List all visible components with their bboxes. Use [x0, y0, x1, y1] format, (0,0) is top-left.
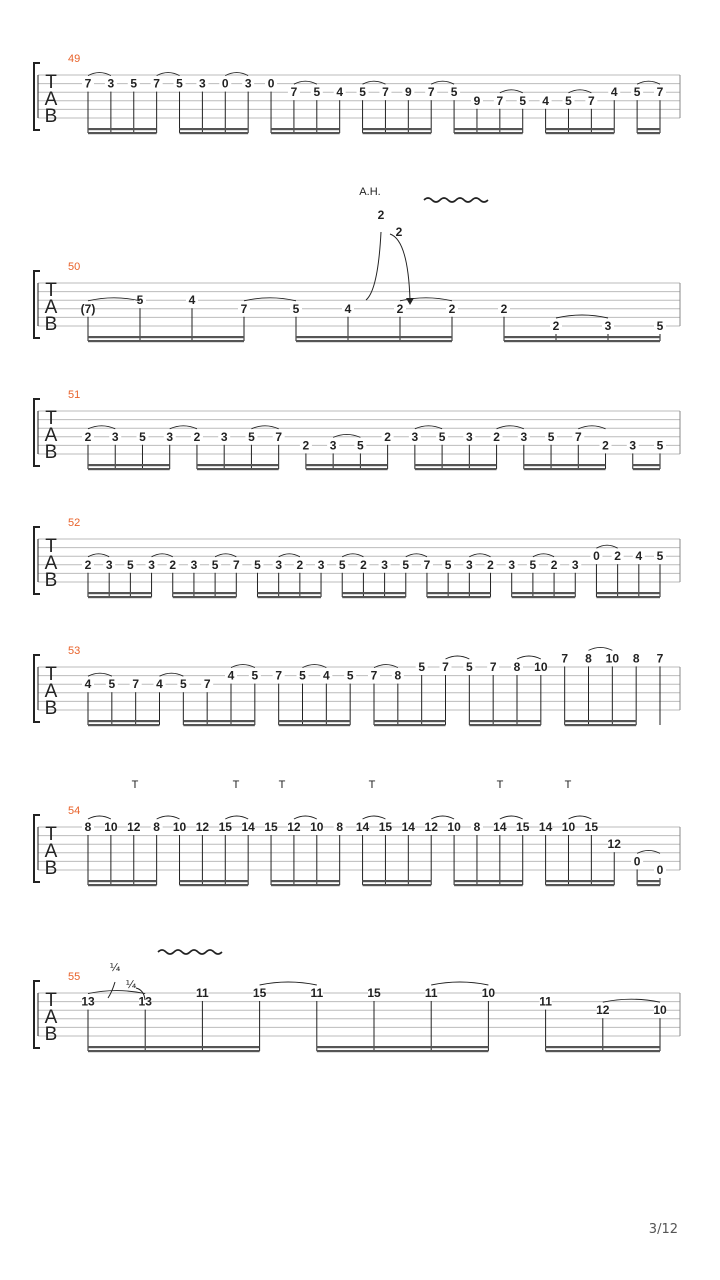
- fret-number: 3: [465, 429, 473, 444]
- beam-primary: [88, 468, 170, 470]
- fret-number: 15: [516, 820, 530, 834]
- tab-clef-letter: B: [44, 1024, 58, 1045]
- beam-secondary: [504, 336, 660, 338]
- fret-number: 5: [338, 557, 346, 572]
- fret-number: 11: [539, 994, 552, 1009]
- fret-number: 12: [607, 837, 621, 852]
- beam-primary: [279, 724, 351, 726]
- release-arrow: [406, 298, 414, 305]
- measure-number: 54: [68, 805, 81, 817]
- tab-clef-letter: T: [45, 990, 57, 1011]
- tab-clef-letter: T: [45, 824, 57, 845]
- tab-clef-letter: B: [44, 858, 58, 879]
- slur: [294, 816, 317, 819]
- tab-clef-letter: B: [44, 698, 58, 719]
- slur: [157, 816, 180, 819]
- fret-number: 5: [519, 93, 527, 108]
- fret-number: 8: [336, 820, 344, 834]
- fret-number: 7: [427, 85, 435, 100]
- fret-number: 5: [633, 85, 641, 100]
- fret-number: 5: [529, 557, 537, 572]
- fret-number: 7: [132, 677, 140, 692]
- slur: [260, 982, 317, 985]
- fret-number: 12: [127, 820, 141, 834]
- fret-number: 5: [565, 93, 572, 108]
- fret-number: 5: [292, 301, 300, 316]
- slur: [589, 647, 613, 650]
- fret-number: 2: [396, 301, 404, 316]
- fret-number: 3: [520, 429, 528, 444]
- fret-number: 8: [513, 660, 521, 674]
- beam-primary: [427, 596, 491, 598]
- fret-number: 13: [81, 994, 95, 1009]
- tap-marker: T: [368, 779, 376, 791]
- fret-number: 3: [329, 438, 337, 453]
- beam-secondary: [88, 464, 170, 466]
- fret-number: 5: [656, 438, 664, 453]
- fret-number: 15: [252, 986, 267, 1000]
- system-bracket: [34, 527, 40, 594]
- fret-number: (7): [80, 301, 96, 316]
- beam-secondary: [363, 128, 432, 130]
- fret-number: 12: [596, 1003, 610, 1018]
- fret-number: 7: [489, 660, 497, 674]
- beam-primary: [88, 596, 152, 598]
- beam-primary: [363, 884, 432, 886]
- beam-secondary: [88, 1046, 260, 1048]
- fret-number: 3: [220, 429, 228, 444]
- artificial-harmonic-label: A.H.: [359, 186, 381, 198]
- fret-number: 12: [287, 820, 301, 834]
- beam-primary: [342, 596, 406, 598]
- fret-number: 7: [153, 76, 160, 91]
- fret-number: 4: [227, 668, 235, 683]
- beam-primary: [374, 724, 446, 726]
- fret-number: 5: [179, 677, 187, 692]
- fret-number: 2: [296, 557, 304, 572]
- beam-secondary: [454, 128, 523, 130]
- beam-secondary: [524, 464, 606, 466]
- fret-number: 2: [193, 429, 201, 444]
- fret-number: 3: [411, 429, 419, 444]
- system-bracket: [34, 399, 40, 466]
- fret-number: 14: [355, 820, 370, 834]
- fret-number: 9: [473, 93, 481, 108]
- tab-clef-letter: A: [44, 553, 58, 574]
- tab-clef-letter: T: [45, 536, 57, 557]
- beam-secondary: [183, 720, 255, 722]
- measure-number: 55: [68, 971, 81, 983]
- fret-number: 15: [378, 820, 393, 834]
- fret-number: 7: [588, 93, 595, 108]
- fret-number: 5: [346, 668, 354, 683]
- fret-number: 2: [487, 557, 494, 572]
- system-bracket: [34, 981, 40, 1048]
- fret-number: 7: [275, 429, 283, 444]
- fret-number: 4: [84, 677, 92, 692]
- fret-number: 14: [401, 820, 415, 834]
- beam-secondary: [637, 128, 660, 130]
- fret-number: 5: [402, 557, 410, 572]
- fret-number: 2: [384, 429, 391, 444]
- beam-secondary: [197, 464, 279, 466]
- fret-number: 3: [508, 557, 516, 572]
- fret-number: 3: [111, 429, 119, 444]
- beam-secondary: [180, 128, 249, 130]
- tab-clef-letter: T: [45, 72, 57, 93]
- beam-primary: [180, 132, 249, 134]
- tab-clef-letter: A: [44, 1007, 58, 1028]
- beam-secondary: [546, 1046, 660, 1048]
- beam-secondary: [454, 880, 523, 882]
- fret-number: 4: [336, 85, 344, 100]
- fret-number: 4: [344, 301, 352, 316]
- tab-clef-letter: A: [44, 89, 58, 110]
- fret-number: 10: [561, 820, 576, 834]
- slur: [431, 816, 454, 819]
- system-bracket: [34, 63, 40, 130]
- tab-clef-letter: B: [44, 442, 58, 463]
- measure-number: 53: [68, 645, 81, 657]
- fret-number: 5: [418, 660, 426, 674]
- fret-number: 10: [653, 1003, 667, 1018]
- tab-clef-letter: A: [44, 425, 58, 446]
- fret-number: 2: [493, 429, 500, 444]
- measure-number: 50: [68, 261, 81, 273]
- beam-secondary: [633, 464, 660, 466]
- vibrato-mark: [158, 950, 222, 954]
- fret-number: 5: [130, 76, 138, 91]
- beam-primary: [454, 884, 523, 886]
- fret-number: 5: [465, 660, 473, 674]
- fret-number: 7: [84, 76, 92, 91]
- fret-number: 11: [310, 986, 324, 1000]
- fret-number: 10: [534, 660, 548, 674]
- slur: [88, 816, 111, 819]
- fret-number: 5: [359, 85, 366, 100]
- beam-primary: [257, 596, 321, 598]
- fret-number: 5: [357, 438, 364, 453]
- fret-number: 7: [574, 429, 582, 444]
- fret-number: 10: [447, 820, 461, 834]
- measure-number: 52: [68, 517, 81, 529]
- fret-number: 3: [107, 76, 115, 91]
- release-curve: [390, 234, 410, 300]
- slur: [500, 816, 523, 819]
- beam-secondary: [427, 592, 491, 594]
- fret-number: 4: [635, 549, 643, 564]
- beam-primary: [271, 884, 340, 886]
- fret-number: 3: [275, 557, 283, 572]
- fret-number: 15: [584, 820, 599, 834]
- fret-number: 2: [360, 557, 367, 572]
- beam-primary: [512, 596, 576, 598]
- fret-number: 7: [232, 557, 240, 572]
- fret-number: 5: [136, 293, 144, 308]
- tap-marker: T: [232, 779, 240, 791]
- beam-primary: [88, 132, 157, 134]
- fret-number: 10: [481, 986, 496, 1000]
- slur: [431, 982, 488, 985]
- fret-number: 15: [367, 986, 381, 1000]
- beam-primary: [88, 340, 244, 342]
- beam-secondary: [257, 592, 321, 594]
- fret-number: 3: [629, 438, 637, 453]
- fret-number: 2: [169, 557, 177, 572]
- fret-number: 10: [310, 820, 324, 834]
- beam-secondary: [637, 880, 660, 882]
- fret-number: 7: [442, 660, 449, 674]
- beam-primary: [546, 132, 615, 134]
- beam-primary: [317, 1050, 489, 1052]
- fret-number: 3: [148, 557, 155, 572]
- slur: [517, 656, 541, 659]
- fret-number: 3: [190, 557, 198, 572]
- fret-number: 5: [438, 429, 446, 444]
- fret-number: 5: [127, 557, 134, 572]
- fret-number: 4: [542, 93, 549, 108]
- fret-number: 7: [656, 651, 664, 666]
- fret-number: 5: [299, 668, 306, 683]
- quarter-release-label: ¼: [125, 978, 137, 991]
- fret-number: 4: [188, 293, 196, 308]
- beam-primary: [633, 468, 660, 470]
- tab-clef-letter: A: [44, 681, 58, 702]
- fret-number: 15: [218, 820, 232, 834]
- slur: [363, 816, 386, 819]
- beam-secondary: [271, 128, 340, 130]
- fret-number: 7: [423, 557, 431, 572]
- fret-number: 12: [195, 820, 210, 834]
- fret-number: 2: [84, 429, 92, 444]
- beam-secondary: [363, 880, 432, 882]
- tab-clef-letter: A: [44, 297, 58, 318]
- beam-secondary: [88, 720, 160, 722]
- beam-secondary: [546, 128, 615, 130]
- fret-number: 3: [166, 429, 174, 444]
- fret-number: 3: [199, 76, 206, 91]
- fret-number: 0: [633, 854, 641, 869]
- beam-primary: [180, 884, 249, 886]
- fret-number: 8: [394, 668, 402, 683]
- beam-secondary: [306, 464, 388, 466]
- fret-number: 8: [84, 820, 92, 834]
- tab-clef-letter: T: [45, 664, 57, 685]
- beam-primary: [546, 1050, 660, 1052]
- beam-secondary: [173, 592, 237, 594]
- fret-number: 5: [254, 557, 261, 572]
- fret-number: 2: [500, 301, 508, 316]
- slur: [568, 816, 591, 819]
- fret-number: 2: [448, 301, 456, 316]
- fret-number: 3: [105, 557, 113, 572]
- fret-number: 2: [84, 557, 92, 572]
- system-bracket: [34, 815, 40, 882]
- beam-secondary: [546, 880, 615, 882]
- fret-number: 4: [322, 668, 330, 683]
- fret-number: 3: [381, 557, 388, 572]
- fret-number: 0: [267, 76, 275, 91]
- tab-clef-letter: T: [45, 280, 57, 301]
- fret-number: 2: [614, 549, 621, 564]
- fret-number: 2: [602, 438, 609, 453]
- beam-primary: [183, 724, 255, 726]
- beam-secondary: [88, 336, 244, 338]
- fret-number: 4: [610, 85, 618, 100]
- fret-number: 0: [656, 863, 664, 877]
- beam-primary: [88, 1050, 260, 1052]
- fret-number: 3: [604, 319, 612, 333]
- fret-number: 5: [139, 429, 146, 444]
- fret-number: 7: [561, 651, 569, 666]
- measure-number: 49: [68, 53, 81, 65]
- fret-number: 3: [571, 557, 579, 572]
- beam-secondary: [342, 592, 406, 594]
- fret-number: 7: [240, 301, 248, 316]
- quarter-bend-label: ¼: [109, 961, 121, 974]
- beam-primary: [306, 468, 388, 470]
- fret-number: 3: [317, 557, 325, 572]
- fret-number: 13: [138, 994, 152, 1009]
- beam-secondary: [469, 720, 541, 722]
- beam-secondary: [415, 464, 497, 466]
- beam-primary: [454, 132, 523, 134]
- fret-number: 11: [196, 986, 209, 1000]
- fret-number: 14: [538, 820, 553, 834]
- fret-number: 7: [370, 668, 378, 683]
- fret-number: 5: [656, 319, 664, 333]
- beam-secondary: [596, 592, 660, 594]
- fret-number: 5: [211, 557, 219, 572]
- fret-number: 10: [172, 820, 187, 834]
- bend-value: 2: [377, 208, 385, 222]
- beam-primary: [415, 468, 497, 470]
- beam-primary: [197, 468, 279, 470]
- slur: [225, 816, 248, 819]
- beam-secondary: [88, 592, 152, 594]
- bend-curve: [366, 232, 381, 300]
- beam-secondary: [317, 1046, 489, 1048]
- fret-number: 9: [404, 85, 412, 100]
- beam-primary: [271, 132, 340, 134]
- fret-number: 14: [493, 820, 507, 834]
- beam-secondary: [88, 880, 157, 882]
- release-value: 2: [395, 225, 403, 239]
- fret-number: 2: [550, 557, 558, 572]
- fret-number: 7: [275, 668, 283, 683]
- fret-number: 0: [593, 549, 600, 564]
- tap-marker: T: [496, 779, 504, 791]
- beam-primary: [524, 468, 606, 470]
- beam-secondary: [565, 720, 637, 722]
- beam-primary: [546, 884, 615, 886]
- fret-number: 2: [302, 438, 310, 453]
- fret-number: 7: [203, 677, 211, 692]
- fret-number: 7: [382, 85, 389, 100]
- beam-secondary: [279, 720, 351, 722]
- fret-number: 0: [221, 76, 229, 91]
- fret-number: 5: [248, 429, 255, 444]
- fret-number: 5: [450, 85, 458, 100]
- fret-number: 3: [465, 557, 473, 572]
- slur: [446, 656, 470, 659]
- tap-marker: T: [278, 779, 286, 791]
- fret-number: 8: [632, 651, 640, 666]
- tap-marker: T: [564, 779, 572, 791]
- fret-number: 5: [547, 429, 555, 444]
- beam-primary: [363, 132, 432, 134]
- fret-number: 5: [108, 677, 116, 692]
- beam-primary: [637, 884, 660, 886]
- fret-number: 12: [424, 820, 438, 834]
- fret-number: 7: [656, 85, 664, 100]
- beam-primary: [88, 724, 160, 726]
- beam-primary: [296, 340, 452, 342]
- beam-primary: [504, 340, 660, 342]
- tab-clef-letter: T: [45, 408, 57, 429]
- fret-number: 5: [656, 549, 664, 564]
- fret-number: 8: [585, 651, 592, 666]
- fret-number: 5: [313, 85, 321, 100]
- tab-clef-letter: B: [44, 106, 58, 127]
- fret-number: 15: [264, 820, 278, 834]
- fret-number: 14: [241, 820, 255, 834]
- vibrato-mark: [424, 198, 488, 202]
- beam-primary: [637, 132, 660, 134]
- fret-number: 4: [156, 677, 163, 692]
- beam-primary: [596, 596, 660, 598]
- fret-number: 8: [153, 820, 160, 834]
- beam-secondary: [374, 720, 446, 722]
- fret-number: 5: [251, 668, 259, 683]
- beam-secondary: [296, 336, 452, 338]
- beam-secondary: [271, 880, 340, 882]
- fret-number: 5: [444, 557, 452, 572]
- beam-primary: [469, 724, 541, 726]
- fret-number: 7: [290, 85, 298, 100]
- fret-number: 2: [552, 319, 560, 333]
- system-bracket: [34, 271, 40, 338]
- tab-clef-letter: B: [44, 314, 58, 335]
- quarter-bend-curve: [108, 982, 115, 998]
- page-number: 3/12: [648, 1222, 678, 1237]
- fret-number: 10: [104, 820, 118, 834]
- beam-secondary: [512, 592, 576, 594]
- fret-number: 5: [176, 76, 183, 91]
- fret-number: 10: [605, 651, 620, 666]
- fret-number: 11: [424, 986, 438, 1000]
- tab-clef-letter: A: [44, 841, 58, 862]
- fret-number: 8: [473, 820, 481, 834]
- beam-primary: [565, 724, 637, 726]
- beam-secondary: [180, 880, 249, 882]
- beam-secondary: [88, 128, 157, 130]
- tap-marker: T: [131, 779, 139, 791]
- system-bracket: [34, 655, 40, 722]
- fret-number: 7: [496, 93, 504, 108]
- beam-primary: [173, 596, 237, 598]
- fret-number: 3: [244, 76, 252, 91]
- tab-clef-letter: B: [44, 570, 58, 591]
- measure-number: 51: [68, 389, 81, 401]
- beam-primary: [88, 884, 157, 886]
